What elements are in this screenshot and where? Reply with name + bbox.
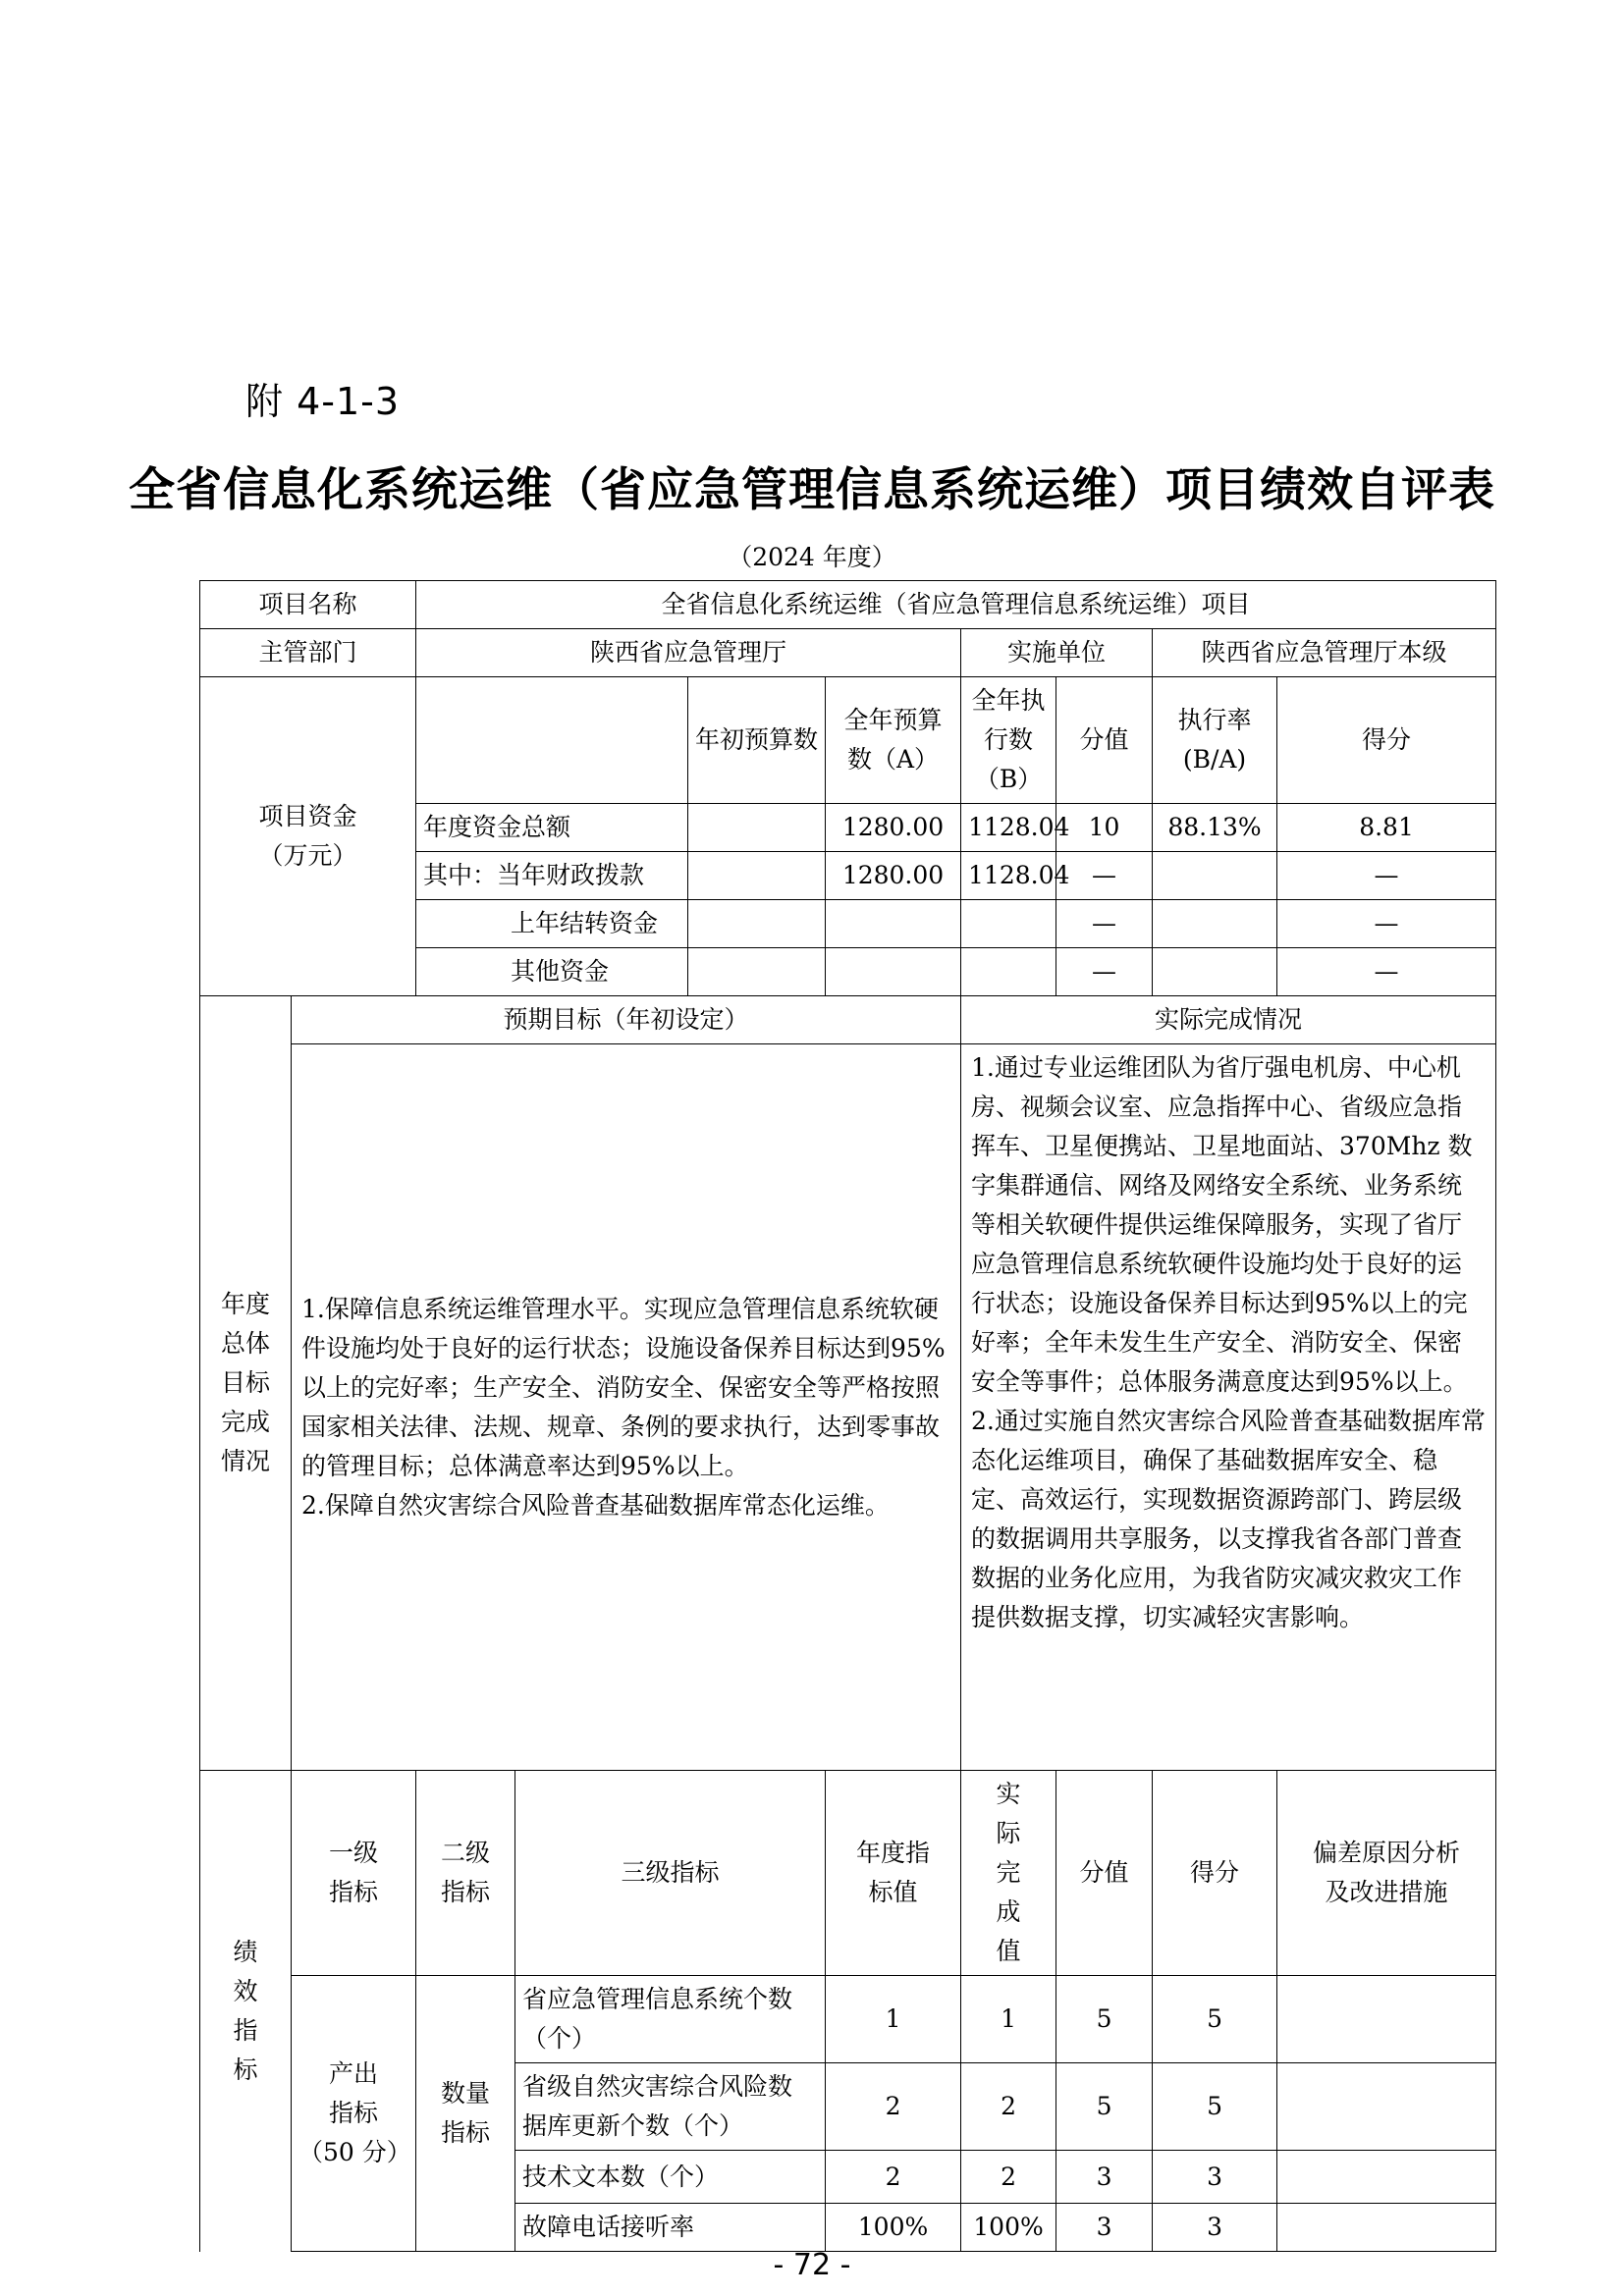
department-row — [200, 629, 1496, 677]
funds-row-value: — — [1056, 948, 1153, 996]
attachment-number: 附 4-1-3 — [245, 380, 401, 423]
funds-row-initial — [688, 948, 826, 996]
funds-row-label: 年度资金总额 — [416, 804, 688, 852]
expected-goal-text — [292, 1044, 961, 1771]
actual-completion-header: 实际完成情况 — [961, 996, 1496, 1044]
implementing-unit-value: 陕西省应急管理厅本级 — [1153, 629, 1496, 677]
indicators-section-label — [200, 1771, 292, 2252]
level1-line2: 指标 — [329, 2099, 379, 2127]
funds-row-value: — — [1056, 900, 1153, 948]
col-exec-rate: 执行率(B/A) — [1153, 677, 1277, 804]
col-value: 分值 — [1056, 1771, 1153, 1976]
funds-row-score: — — [1277, 900, 1496, 948]
funds-row-rate — [1153, 948, 1277, 996]
funds-row-label: 上年结转资金 — [416, 900, 688, 948]
actual-completion-text — [961, 1044, 1496, 1771]
col-score-value: 分值 — [1056, 677, 1153, 804]
funds-row-value: 10 — [1056, 804, 1153, 852]
goals-section-label — [200, 996, 292, 1771]
col-deviation: 偏差原因分析及改进措施 — [1277, 1771, 1496, 1976]
col-score: 得分 — [1153, 1771, 1277, 1976]
indicators-header-row — [200, 1771, 1496, 1976]
funds-row-score: 8.81 — [1277, 804, 1496, 852]
actual-completion-item: 1.通过专业运维团队为省厅强电机房、中心机房、视频会议室、应急指挥中心、省级应急指挥车、卫星便携站、卫星地面站、370Mhz 数字集群通信、网络及网络安全系统、业务系统等相关软硬件提供运维保障服务，实现了省厅应急管理信息系统软硬件设施均处于良好的运行状态；设施设备保养目标达到95%以上的完好率；全年未发生生产安全、消防安全、保密安全等事件；总体服务满意度达到95%以上。 — [971, 1053, 1473, 1396]
deviation — [1277, 2063, 1496, 2151]
goals-section-text: 年度总体目标完成情况 — [220, 1290, 270, 1475]
col-full-exec: 全年执行数（B） — [961, 677, 1056, 804]
level3-name: 技术文本数（个） — [515, 2151, 826, 2204]
deviation — [1277, 1976, 1496, 2063]
funds-label-line2: （万元） — [258, 841, 357, 870]
score-value: 3 — [1056, 2151, 1153, 2204]
funds-row-rate: 88.13% — [1153, 804, 1277, 852]
project-name-label: 项目名称 — [200, 581, 416, 629]
deviation — [1277, 2204, 1496, 2252]
funds-row-label: 其中：当年财政拨款 — [416, 852, 688, 900]
level2-name — [416, 1976, 515, 2252]
level3-name: 故障电话接听率 — [515, 2204, 826, 2252]
col-level1: 一级指标 — [292, 1771, 416, 1976]
funds-row-budget — [826, 900, 961, 948]
col-level3: 三级指标 — [515, 1771, 826, 1976]
funds-row-rate — [1153, 900, 1277, 948]
target-value: 2 — [826, 2063, 961, 2151]
funds-row-budget — [826, 948, 961, 996]
level3-name: 省级自然灾害综合风险数据库更新个数（个） — [515, 2063, 826, 2151]
page-number: - 72 - — [773, 2248, 851, 2282]
indicators-section-text: 绩效指标 — [233, 1937, 258, 2084]
expected-goal-item: 2.保障自然灾害综合风险普查基础数据库常态化运维。 — [301, 1490, 890, 1520]
score: 3 — [1153, 2151, 1277, 2204]
funds-header-row — [200, 677, 1496, 804]
level2-line1: 数量 — [441, 2079, 491, 2108]
score: 5 — [1153, 2063, 1277, 2151]
target-value: 2 — [826, 2151, 961, 2204]
form-year: （2024 年度） — [728, 543, 896, 571]
col-initial-budget: 年初预算数 — [688, 677, 826, 804]
level1-name — [292, 1976, 416, 2252]
col-level2: 二级指标 — [416, 1771, 515, 1976]
target-value: 100% — [826, 2204, 961, 2252]
level1-line3: （50 分） — [298, 2138, 411, 2166]
funds-row-budget: 1280.00 — [826, 852, 961, 900]
department-label: 主管部门 — [200, 629, 416, 677]
score: 3 — [1153, 2204, 1277, 2252]
actual-value: 2 — [961, 2063, 1056, 2151]
department-value: 陕西省应急管理厅 — [416, 629, 961, 677]
funds-row-exec: 1128.04 — [961, 804, 1056, 852]
funds-row-budget: 1280.00 — [826, 804, 961, 852]
actual-value: 100% — [961, 2204, 1056, 2252]
level2-line2: 指标 — [441, 2118, 491, 2147]
target-value: 1 — [826, 1976, 961, 2063]
score: 5 — [1153, 1976, 1277, 2063]
funds-row-exec — [961, 900, 1056, 948]
goals-header-row — [200, 996, 1496, 1044]
funds-row-label: 其他资金 — [416, 948, 688, 996]
funds-section-label — [200, 677, 416, 996]
funds-row-rate — [1153, 852, 1277, 900]
actual-value: 1 — [961, 1976, 1056, 2063]
actual-completion-item: 2.通过实施自然灾害综合风险普查基础数据库常态化运维项目，确保了基础数据库安全、稳定、高效运行，实现数据资源跨部门、跨层级的数据调用共享服务，以支撑我省各部门普查数据的业务化应用，为我省防灾减灾救灾工作提供数据支撑，切实减轻灾害影响。 — [971, 1407, 1486, 1631]
score-value: 3 — [1056, 2204, 1153, 2252]
funds-row-initial — [688, 852, 826, 900]
deviation — [1277, 2151, 1496, 2204]
funds-row-exec: 1128.04 — [961, 852, 1056, 900]
funds-row-value: — — [1056, 852, 1153, 900]
actual-value: 2 — [961, 2151, 1056, 2204]
funds-row-initial — [688, 804, 826, 852]
goals-content-row — [200, 1044, 1496, 1771]
funds-row-score: — — [1277, 852, 1496, 900]
funds-row-initial — [688, 900, 826, 948]
project-name-value: 全省信息化系统运维（省应急管理信息系统运维）项目 — [416, 581, 1496, 629]
score-value: 5 — [1056, 2063, 1153, 2151]
funds-row-exec — [961, 948, 1056, 996]
expected-goal-header: 预期目标（年初设定） — [292, 996, 961, 1044]
score-value: 5 — [1056, 1976, 1153, 2063]
form-title: 全省信息化系统运维（省应急管理信息系统运维）项目绩效自评表 — [129, 463, 1495, 517]
indicator-row — [200, 1976, 1496, 2063]
level3-name: 省应急管理信息系统个数（个） — [515, 1976, 826, 2063]
evaluation-table — [199, 580, 1496, 2252]
col-score: 得分 — [1277, 677, 1496, 804]
project-name-row — [200, 581, 1496, 629]
funds-header-blank — [416, 677, 688, 804]
implementing-unit-label: 实施单位 — [961, 629, 1153, 677]
expected-goal-item: 1.保障信息系统运维管理水平。实现应急管理信息系统软硬件设施均处于良好的运行状态；设施设备保养目标达到95%以上的完好率；生产安全、消防安全、保密安全等严格按照国家相关法律、法规、规章、条例的要求执行，达到零事故的管理目标；总体满意率达到95%以上。 — [301, 1294, 946, 1480]
funds-label-line1: 项目资金 — [258, 802, 357, 830]
col-full-budget: 全年预算数（A） — [826, 677, 961, 804]
col-target: 年度指标值 — [826, 1771, 961, 1976]
funds-row-score: — — [1277, 948, 1496, 996]
level1-line1: 产出 — [329, 2059, 379, 2088]
col-actual: 实际完成值 — [961, 1771, 1056, 1976]
